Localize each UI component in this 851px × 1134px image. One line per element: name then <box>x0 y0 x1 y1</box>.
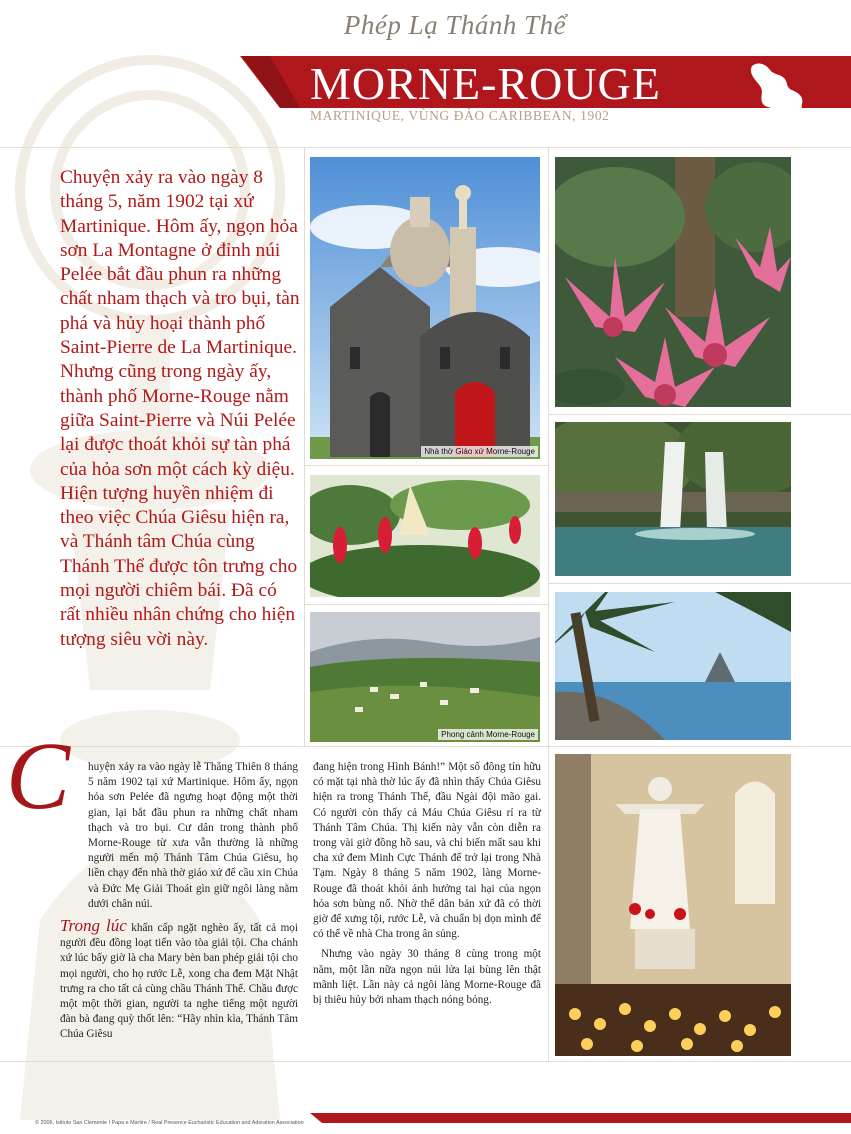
drop-cap: C <box>6 722 71 829</box>
bromeliad-photo <box>555 157 791 407</box>
body-paragraph: huyện xảy ra vào ngày lễ Thăng Thiên 8 tháng 5 năm 1902 tại xứ Martinique. Hôm ấy, ngọn hỏa sơn Pelée đã ngưng hoạt động một thời gian, lại bắt đầu phun ra những chất nham thạch và tro bụi. Cư dân trong thành phố Morne-Rouge từ xưa vẫn thường là những người mến mộ Thánh Tâm Chúa Giêsu, họ liền chạy đến nhà thờ giáo xứ để cầu xin Chúa và Đức Mẹ Giải Thoát gìn giữ ngôi làng nằm dưới chân núi. <box>88 761 298 910</box>
header-divider <box>0 147 851 148</box>
intro-text: Chuyện xảy ra vào ngày 8 tháng 5, năm 1902 tại xứ Martinique. Hôm ấy, ngọn hỏa sơn La Montagne ở đỉnh núi Pelée bắt đầu phun ra những chất nham thạch và tro bụi, tàn phá và hủy hoại thành phố Saint-Pierre de La Martinique. Nhưng cũng trong ngày ấy, thành phố Morne-Rouge nằm giữa Saint-Pierre và Núi Pelée lại được thoát khỏi sự tàn phá của hỏa sơn một cách kỳ diệu. Hiện tượng huyền nhiệm đi theo việc Chúa Giêsu hiện ra, và Thánh tâm Chúa cùng Thánh Thể được tôn trưng cho mọi người chiêm bái. Đã có rất nhiều nhân chứng cho hiện tượng siêu vời này. <box>60 167 300 650</box>
grid-line <box>548 583 851 584</box>
martinique-island-icon <box>744 60 814 122</box>
sacred-heart-statue-photo <box>555 754 791 1056</box>
bottom-divider <box>0 1061 851 1062</box>
copyright-notice: © 2006, Istituto San Clemente I Papa e Martire / Real Presence Eucharistic Education and Adoration Association <box>35 1120 304 1126</box>
section-divider <box>0 746 851 747</box>
location-subtitle: MARTINIQUE, VÙNG ĐẢO CARIBBEAN, 1902 <box>310 108 610 123</box>
grid-line <box>304 147 305 747</box>
header-subtitle: Phép Lạ Thánh Thể <box>343 10 567 40</box>
page-title: MORNE-ROUGE <box>310 58 661 109</box>
grid-line <box>548 414 851 415</box>
body-column-2 <box>313 760 541 1013</box>
palm-beach-photo <box>555 592 791 740</box>
landscape-caption: Phong cảnh Morne-Rouge <box>438 729 538 740</box>
grid-line <box>304 465 548 466</box>
body-paragraph: đang hiện trong Hình Bánh!” Một số đông tín hữu có mặt tại nhà thờ lúc ấy đã nhìn thấy Chúa Giêsu hiện ra trong Thánh Thể, đầu Ngài đội mão gai. Có người còn thấy cả Máu Chúa Giêsu rỉ ra từ Thánh Tâm Chúa. Thị kiến này vẫn còn diễn ra trong vài giờ đồng hồ sau, và chỉ biến mất sau khi cha xứ đem Minh Cực Thánh để trở lại trong Nhà Tạm. Ngày 8 tháng 5 năm 1902, làng Morne-Rouge đã thoát khỏi ảnh hưởng tai hại của ngọn hỏa sơn bùng nổ. Nhờ thế dân bản xứ đã có thời giờ để xưng tội, rước Lễ, và chuẩn bị dọn mình để có thể về nhà Cha trong ân sủng. <box>313 761 541 941</box>
lead-in: Trong lúc <box>60 916 127 935</box>
grid-line <box>304 604 548 605</box>
red-ginger-photo <box>310 475 540 597</box>
body-column-1-bottom <box>60 918 298 1048</box>
church-photo <box>310 157 540 459</box>
body-paragraph: Nhưng vào ngày 30 tháng 8 cùng trong một năm, một lần nữa ngọn núi lửa lại bùng lên thật mãnh liệt. Lần này cả ngôi làng Morne-Rouge đã bị thiêu hủy bởi nham thạch nóng bỏng. <box>313 948 541 1007</box>
church-caption: Nhà thờ Giáo xứ Morne-Rouge <box>421 446 538 457</box>
body-column-1-top <box>88 760 298 917</box>
grid-line <box>548 147 549 1062</box>
body-paragraph: khẩn cấp ngặt nghèo ấy, tất cả mọi người đều đồng loạt tiến vào tòa giải tội. Cha chánh xứ lúc bấy giờ là cha Mary bèn ban phép giải tội cho mọi người, cho họ rước Lễ, xong cha đem Mặt Nhật trưng ra cho tất cả cùng chầu Thánh Thể. Chầu được một một thời gian, người ta nghe tiếng một người đàn bà đang quỳ thốt lên: “Hãy nhìn kìa, Thánh Tâm Chúa Giêsu <box>60 922 298 1041</box>
waterfall-photo <box>555 422 791 576</box>
footer-bar <box>310 1113 851 1123</box>
landscape-photo <box>310 612 540 742</box>
